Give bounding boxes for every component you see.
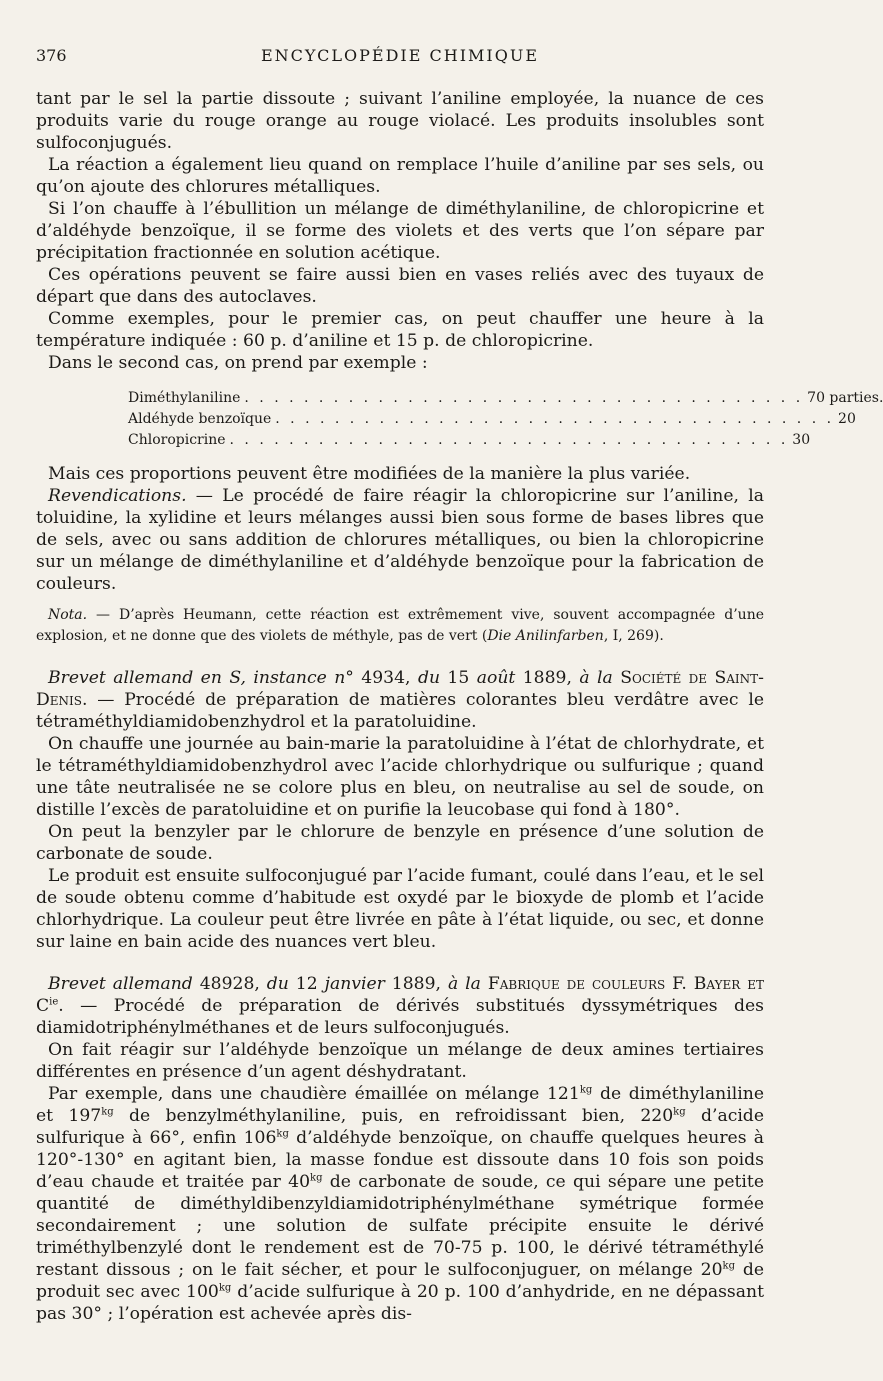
patent-title: . — Procédé de préparation de matières colorantes bleu verdâtre avec le tétraméthyldiamidobenzhydrol et la paratoluidine. — [36, 690, 764, 732]
text-run: de benzylméthylaniline, puis, en refroidissant bien, 220 — [113, 1106, 674, 1126]
paragraph: On fait réagir sur l’aldéhyde benzoïque un mélange de deux amines tertiaires différentes en présence d’un agent déshydratant. — [36, 1040, 764, 1082]
text-run: Par exemple, dans une chaudière émaillée on mélange 121 — [48, 1084, 580, 1104]
paragraph: La réaction a également lieu quand on remplace l’huile d’aniline par ses sels, ou qu’on ajoute des chlorures métalliques. — [36, 155, 764, 197]
patent-number: 48928, — [192, 974, 267, 994]
patent-company: Société de Saint-Denis — [36, 668, 764, 710]
nota-text: — D’après Heumann, cette réaction est extrêmement vive, souvent accompagnée d’une explosion, et ne donne que des violets de méthyle, pas de vert ( — [36, 607, 764, 644]
nota-text-end: , I, 269). — [603, 628, 664, 644]
recipe-row — [128, 409, 856, 430]
paragraph: Ces opérations peuvent se faire aussi bien en vases reliés avec des tuyaux de départ que dans des autoclaves. — [36, 265, 764, 307]
paragraph: Comme exemples, pour le premier cas, on peut chauffer une heure à la température indiquée : 60 p. d’aniline et 15 p. de chloropicrine. — [36, 309, 764, 351]
patent-title: . — Procédé de préparation de dérivés substitués dyssymétriques des diamidotriphénylméthanes et de leurs sulfoconjugués. — [36, 996, 764, 1038]
page-body — [36, 88, 883, 1325]
running-title: ENCYCLOPÉDIE CHIMIQUE — [260, 46, 540, 65]
leader-dots: . . . . . . . . . . . . . . . . . . . . . . . . . . . . . . . . . . . . . . — [229, 432, 789, 448]
unit-kg: kg — [673, 1106, 686, 1118]
paragraph: Si l’on chauffe à l’ébullition un mélange de diméthylaniline, de chloropicrine et d’aldéhyde benzoïque, il se forme des violets et des verts que l’on sépare par précipitation fractionnée en solution acétique. — [36, 199, 764, 263]
paragraph: Le produit est ensuite sulfoconjugué par l’acide fumant, coulé dans l’eau, et le sel de soude obtenu comme d’habitude est oxydé par le bioxyde de plomb et l’acide chlorhydrique. La couleur peut être livrée en pâte à l’état liquide, ou sec, et donne sur laine en bain acide des nuances vert bleu. — [36, 866, 764, 952]
text-run: de produit sec avec 100 — [36, 1260, 764, 1302]
unit-kg: kg — [722, 1260, 735, 1272]
paragraph-quantities — [36, 1083, 764, 1325]
text-run: d’acide sulfurique à 66°, enfin 106 — [36, 1106, 764, 1148]
unit-kg: kg — [101, 1106, 114, 1118]
patent-date-prefix: du — [266, 974, 289, 994]
claims-paragraph — [36, 485, 764, 595]
paragraph: tant par le sel la partie dissoute ; suivant l’aniline employée, la nuance de ces produits varie du rouge orange au rouge violacé. Les produits insolubles sont sulfoconjugués. — [36, 89, 764, 153]
page-number: 376 — [36, 46, 67, 65]
unit-kg: kg — [218, 1282, 232, 1294]
claims-label: Revendications. — [48, 486, 187, 506]
patent-number: 4934, — [353, 668, 418, 688]
nota-reference: Die Anilinfarben — [487, 628, 604, 644]
paragraph: Dans le second cas, on prend par exemple : — [48, 353, 428, 373]
unit-kg: kg — [579, 1084, 593, 1096]
unit-kg: kg — [276, 1128, 289, 1140]
patent-date-month: janvier — [324, 974, 385, 994]
recipe-ingredient: Diméthylaniline — [128, 390, 241, 406]
recipe-table — [128, 388, 883, 451]
recipe-ingredient: Aldéhyde benzoïque — [128, 411, 272, 427]
recipe-amount: 70 parties. — [807, 390, 883, 406]
patent-date-prefix: du — [417, 668, 441, 688]
patent-to: à la — [447, 974, 481, 994]
patent-date-year: 1889, — [515, 668, 580, 688]
spacer — [36, 647, 764, 667]
text-run: de diméthylaniline et 197 — [36, 1084, 764, 1126]
unit-kg: kg — [310, 1172, 323, 1184]
patent-date-day: 15 — [440, 668, 477, 688]
patent-lead: Brevet allemand en S, instance n° — [48, 668, 354, 688]
paragraph: Mais ces proportions peuvent être modifiées de la manière la plus variée. — [48, 464, 691, 484]
spacer — [36, 953, 764, 973]
patent-heading — [36, 973, 764, 1039]
patent-date-month: août — [476, 668, 516, 688]
paragraph: On peut la benzyler par le chlorure de benzyle en présence d’une solution de carbonate de soude. — [36, 822, 764, 864]
recipe-row — [128, 388, 883, 409]
patent-to: à la — [579, 668, 613, 688]
patent-heading — [36, 667, 764, 733]
patent-lead: Brevet allemand — [48, 974, 193, 994]
leader-dots: . . . . . . . . . . . . . . . . . . . . . . . . . . . . . . . . . . . . . . — [244, 390, 804, 406]
text-run: de carbonate de soude, ce qui sépare une petite quantité de diméthyldibenzyldiamidotriphénylméthane symétrique formée secondairement ; une solution de sulfate précipite ensuite le dérivé triméthylbenzylé dont le rendement est de 70-75 p. 100, le dérivé tétraméthylé restant dissous ; on le fait sécher, et pour le sulfoconjuguer, on mélange 20 — [36, 1172, 764, 1280]
recipe-amount: 30 — [792, 432, 811, 448]
nota-note — [36, 605, 764, 647]
patent-date-year: 1889, — [384, 974, 448, 994]
recipe-row — [128, 430, 811, 451]
patent-date-day: 12 — [288, 974, 325, 994]
patent-company-sup: ie — [49, 996, 59, 1008]
text-run: d’aldéhyde benzoïque, on chauffe quelques heures à 120°-130° en agitant bien, la masse fondue est dissoute dans 10 fois son poids d’eau chaude et traitée par 40 — [36, 1128, 765, 1192]
patent-company: Fabrique de couleurs F. Bayer et C — [36, 974, 764, 1016]
claims-text: — Le procédé de faire réagir la chloropicrine sur l’aniline, la toluidine, la xylidine et leurs mélanges aussi bien sous forme de bases libres que de sels, avec ou sans addition de chlorures métalliques, ou bien la chloropicrine sur un mélange de diméthylaniline et d’aldéhyde benzoïque pour la fabrication de couleurs. — [36, 486, 764, 594]
paragraph: On chauffe une journée au bain-marie la paratoluidine à l’état de chlorhydrate, et le tétraméthyldiamidobenzhydrol avec l’acide chlorhydrique ou sulfurique ; quand une tâte neutralisée ne se colore plus en bleu, on neutralise au sel de soude, on distille l’excès de paratoluidine et on purifie la leucobase qui fond à 180°. — [36, 734, 764, 820]
recipe-ingredient: Chloropicrine — [128, 432, 226, 448]
page-header — [36, 46, 764, 70]
nota-label: Nota. — [48, 607, 88, 623]
leader-dots: . . . . . . . . . . . . . . . . . . . . . . . . . . . . . . . . . . . . . . — [275, 411, 835, 427]
text-run: d’acide sulfurique à 20 p. 100 d’anhydride, en ne dépassant pas 30° ; l’opération est achevée après dis- — [36, 1282, 764, 1324]
recipe-amount: 20 — [838, 411, 856, 427]
